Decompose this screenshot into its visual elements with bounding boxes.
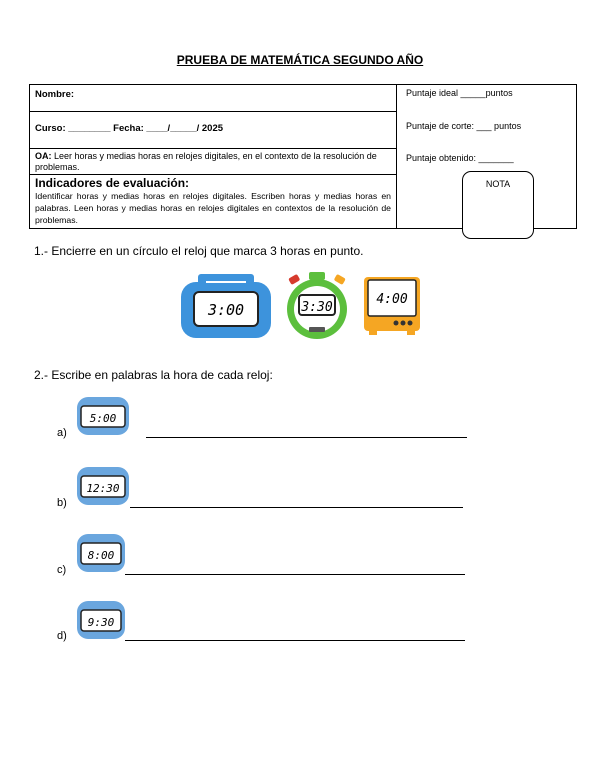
clock-a-time: 5:00 [89, 412, 117, 425]
answer-line-a[interactable] [146, 437, 467, 438]
puntaje-ideal: Puntaje ideal _____puntos [406, 88, 513, 98]
clock-c-time: 8:00 [87, 549, 115, 562]
answer-line-d[interactable] [125, 640, 465, 641]
clock-yellow-foot-right [407, 331, 415, 335]
stopwatch-top [309, 272, 325, 280]
stopwatch-green-icon[interactable] [286, 270, 348, 344]
clock-yellow-foot-left [369, 331, 377, 335]
clock-d-time: 9:30 [87, 616, 115, 629]
oa-section [30, 149, 396, 175]
stopwatch-time: 3:30 [301, 300, 333, 315]
clock-yellow-time: 4:00 [376, 292, 408, 307]
oa-text: Leer horas y medias horas en relojes digitales, en el contexto de la resolución de problemas. [35, 151, 377, 172]
stopwatch-red-button [288, 274, 300, 285]
clock-c-icon [76, 533, 126, 573]
clock-b-time: 12:30 [86, 482, 120, 495]
page-title: PRUEBA DE MATEMÁTICA SEGUNDO AÑO [176, 53, 424, 67]
puntaje-corte: Puntaje de corte: ___ puntos [406, 121, 522, 131]
item-c-label: c) [57, 564, 67, 576]
clock-yellow-dot-1 [394, 321, 399, 326]
stopwatch-base [309, 327, 325, 332]
indicadores-section [30, 175, 396, 228]
header-left-column [30, 85, 397, 228]
nombre-field[interactable]: Nombre: [30, 85, 396, 112]
question-2: 2.- Escribe en palabras la hora de cada reloj: [34, 368, 273, 382]
clock-a-icon [76, 396, 130, 436]
answer-line-c[interactable] [125, 574, 465, 575]
clock-yellow-dot-2 [401, 321, 406, 326]
oa-label: OA: [35, 151, 52, 161]
item-b-label: b) [57, 497, 67, 509]
clock-yellow-dot-3 [408, 321, 413, 326]
question-1: 1.- Encierre en un círculo el reloj que marca 3 horas en punto. [34, 244, 364, 258]
clock-yellow-icon[interactable] [363, 276, 421, 336]
clock-blue-icon[interactable] [180, 272, 272, 340]
clock-blue-time: 3:00 [207, 301, 245, 319]
puntaje-obtenido: Puntaje obtenido: _______ [406, 153, 514, 163]
indicadores-title: Indicadores de evaluación: [35, 176, 190, 190]
item-d-label: d) [57, 630, 67, 642]
indicadores-text: Identificar horas y medias horas en relojes digitales. Escriben horas y medias horas en palabras. Leen horas y medias horas en relojes digitales en contextos de la resolución de problemas. [35, 191, 391, 225]
stopwatch-orange-button [334, 274, 346, 285]
answer-line-b[interactable] [130, 507, 463, 508]
clock-d-icon [76, 600, 126, 640]
curso-fecha-field[interactable]: Curso: ________ Fecha: ____/_____/ 2025 [30, 112, 396, 149]
clock-b-icon [76, 466, 130, 506]
nota-box[interactable]: NOTA [462, 171, 534, 239]
item-a-label: a) [57, 427, 67, 439]
